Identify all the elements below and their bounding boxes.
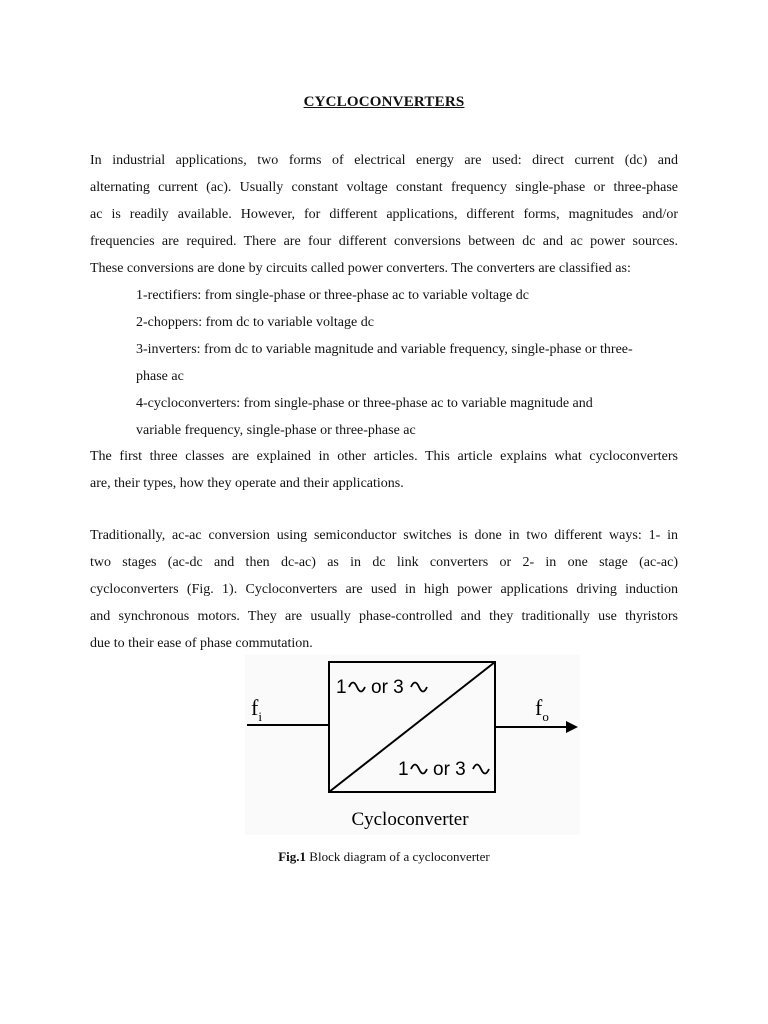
caption-text: Block diagram of a cycloconverter: [306, 849, 490, 864]
input-phase-label-2: or 3: [371, 677, 404, 698]
figure-caption: [0, 849, 768, 865]
figure-background: [245, 655, 580, 835]
block-label: Cycloconverter: [351, 809, 469, 830]
cycloconverter-block-diagram: [245, 655, 580, 835]
caption-figure-number: Fig.1: [278, 849, 307, 864]
output-phase-label-2: or 3: [433, 759, 466, 780]
para3-line-5: due to their ease of phase commutation.: [90, 636, 313, 651]
para2-line-1: The first three classes are explained in other articles. This article explains what cycloconverters: [90, 449, 678, 464]
list-item-cycloconverters-cont: variable frequency, single-phase or three-phase ac: [136, 423, 416, 438]
output-frequency-label: $f_o$: [535, 695, 549, 724]
para3-line-3: cycloconverters (Fig. 1). Cycloconverters are used in high power applications driving induction: [90, 582, 678, 597]
para3-line-2: two stages (ac-dc and then dc-ac) as in dc link converters or 2- in one stage (ac-ac): [90, 555, 678, 570]
para1-line-2: alternating current (ac). Usually constant voltage constant frequency single-phase or three-phase: [90, 180, 678, 195]
para1-line-1: In industrial applications, two forms of electrical energy are used: direct current (dc) and: [90, 153, 678, 168]
list-item-inverters-cont: phase ac: [136, 369, 184, 384]
para1-line-3: ac is readily available. However, for different applications, different forms, magnitudes and/or: [90, 207, 678, 222]
list-item-rectifiers: 1-rectifiers: from single-phase or three-phase ac to variable voltage dc: [136, 288, 529, 303]
input-frequency-label: $f_i$: [251, 695, 262, 724]
document-title: CYCLOCONVERTERS: [303, 94, 465, 110]
para3-line-1: Traditionally, ac-ac conversion using semiconductor switches is done in two different ways: 1- in: [90, 528, 678, 543]
list-item-inverters: 3-inverters: from dc to variable magnitude and variable frequency, single-phase or three-: [136, 342, 633, 357]
para1-line-5: These conversions are done by circuits called power converters. The converters are classified as:: [90, 261, 631, 276]
para1-line-4: frequencies are required. There are four different conversions between dc and ac power sources.: [90, 234, 678, 249]
output-phase-label-1: 1: [398, 759, 409, 780]
para2-line-2: are, their types, how they operate and their applications.: [90, 476, 404, 491]
para3-line-4: and synchronous motors. They are usually phase-controlled and they traditionally use thyristors: [90, 609, 678, 624]
list-item-choppers: 2-choppers: from dc to variable voltage dc: [136, 315, 374, 330]
list-item-cycloconverters: 4-cycloconverters: from single-phase or three-phase ac to variable magnitude and: [136, 396, 593, 411]
input-phase-label-1: 1: [336, 677, 347, 698]
